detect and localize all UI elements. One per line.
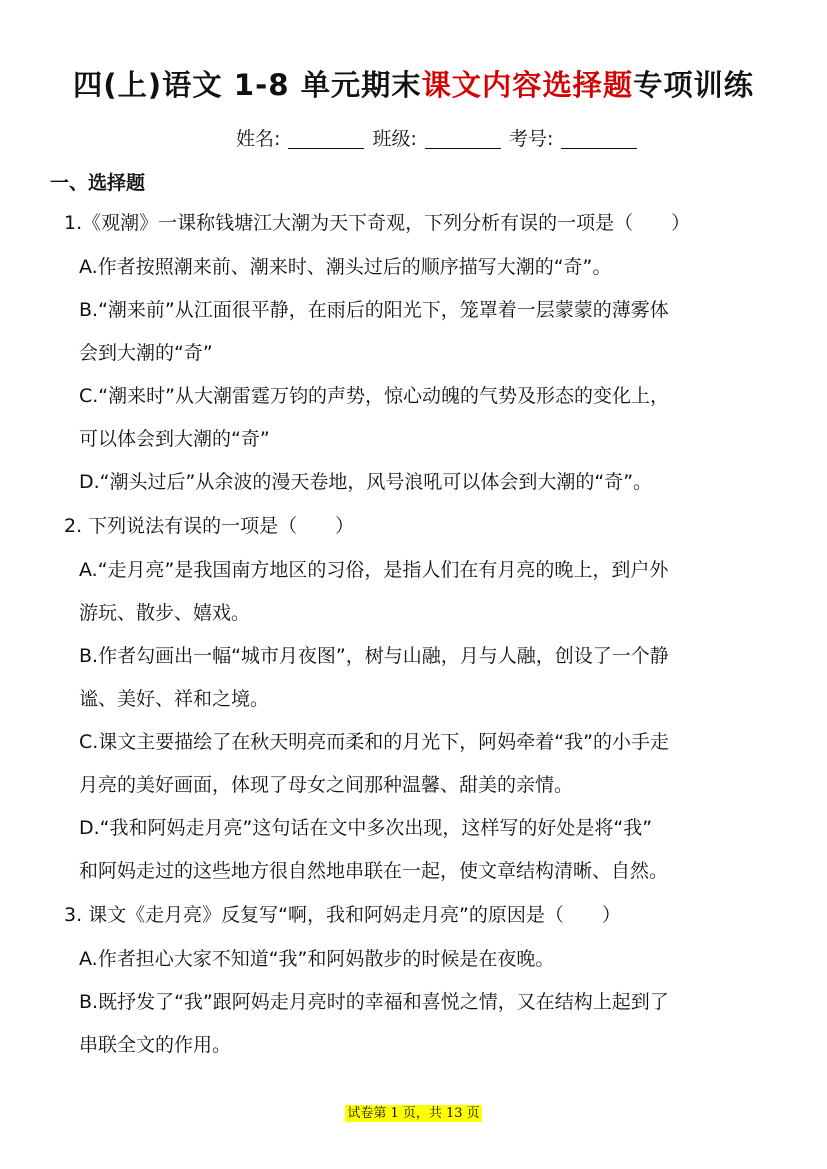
question-3-stem: 3. 课文《走月亮》反复写“啊，我和阿妈走月亮”的原因是（ ）	[64, 904, 621, 926]
question-2-option-d-line-1: D.“我和阿妈走月亮”这句话在文中多次出现，这样写的好处是将“我”	[79, 817, 653, 839]
question-1-option-a: A.作者按照潮来前、潮来时、潮头过后的顺序描写大潮的“奇”。	[79, 256, 612, 278]
question-2-option-a-line-2: 游玩、散步、嬉戏。	[79, 602, 251, 624]
question-2-option-d-line-2: 和阿妈走过的这些地方很自然地串联在一起，使文章结构清晰、自然。	[79, 860, 669, 882]
student-info-row	[236, 124, 639, 151]
question-1-option-c-line-1: C.“潮来时”从大潮雷霆万钧的声势，惊心动魄的气势及形态的变化上，	[79, 385, 669, 407]
question-1-option-b-line-2: 会到大潮的“奇”	[79, 342, 213, 364]
question-1-option-b-line-1: B.“潮来前”从江面很平静，在雨后的阳光下，笼罩着一层蒙蒙的薄雾体	[79, 299, 669, 321]
question-2-option-b-line-2: 谧、美好、祥和之境。	[79, 688, 270, 710]
question-3-option-b-line-2: 串联全文的作用。	[79, 1034, 232, 1056]
page-number: 试卷第 1 页，共 13 页	[347, 1106, 480, 1121]
title-highlight: 课文内容选择题	[421, 68, 634, 102]
class-label: 班级:	[372, 128, 417, 150]
name-label: 姓名:	[236, 128, 281, 150]
name-blank[interactable]	[288, 128, 364, 149]
question-2-option-b-line-1: B.作者勾画出一幅“城市月夜图”，树与山融，月与人融，创设了一个静	[79, 645, 669, 667]
number-label: 考号:	[509, 128, 554, 150]
question-1-option-d: D.“潮头过后”从余波的漫天卷地，风号浪吼可以体会到大潮的“奇”。	[79, 471, 653, 493]
question-3-option-b-line-1: B.既抒发了“我”跟阿妈走月亮时的幸福和喜悦之情，又在结构上起到了	[79, 991, 669, 1013]
question-2-option-c-line-1: C.课文主要描绘了在秋天明亮而柔和的月光下，阿妈牵着“我”的小手走	[79, 731, 669, 753]
question-2-option-a-line-1: A.“走月亮”是我国南方地区的习俗，是指人们在有月亮的晚上，到户外	[79, 559, 669, 581]
page-title	[0, 62, 827, 104]
title-prefix: 四(上)语文 1-8 单元期末	[73, 68, 422, 102]
question-3-option-a: A.作者担心大家不知道“我”和阿妈散步的时候是在夜晚。	[79, 948, 555, 970]
title-suffix: 专项训练	[633, 68, 754, 102]
question-1-option-c-line-2: 可以体会到大潮的“奇”	[79, 428, 270, 450]
class-blank[interactable]	[425, 128, 501, 149]
question-2-option-c-line-2: 月亮的美好画面，体现了母女之间那种温馨、甜美的亲情。	[79, 774, 574, 796]
number-blank[interactable]	[561, 128, 637, 149]
section-heading: 一、选择题	[50, 172, 146, 194]
question-2-stem: 2. 下列说法有误的一项是（ ）	[64, 515, 355, 537]
question-1-stem: 1.《观潮》一课称钱塘江大潮为天下奇观，下列分析有误的一项是（ ）	[64, 212, 691, 234]
page-footer	[0, 1102, 827, 1121]
